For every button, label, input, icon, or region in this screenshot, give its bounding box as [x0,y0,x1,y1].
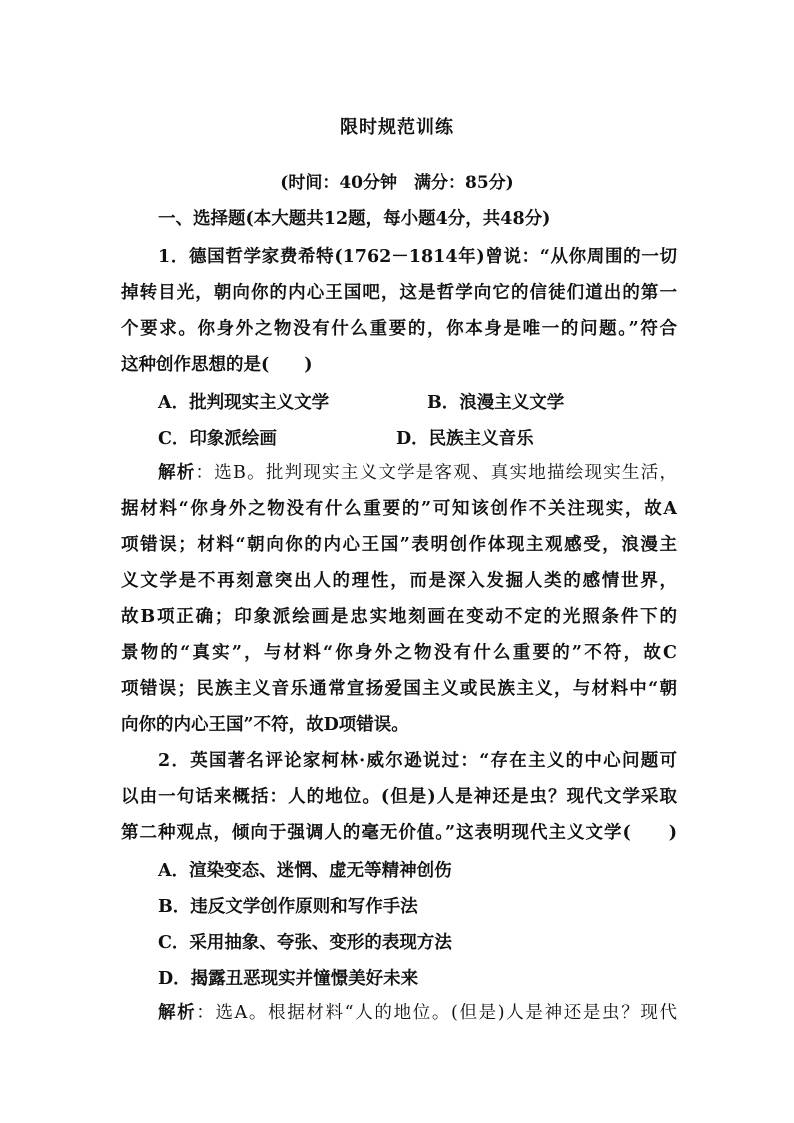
q1-analysis-label: 解析 [158,463,196,483]
q1-analysis-line-8: 向你的内心王国”不符，故D项错误。 [121,715,409,735]
q2-analysis-label: 解析 [158,1003,197,1023]
q2-option-c: C．采用抽象、夸张、变形的表现方法 [158,933,452,953]
q2-analysis-text-1: ：选A。根据材料“人的地位。(但是)人是神还是虫？现代 [196,1003,677,1023]
q1-stem-line-2: 掉转目光，朝向你的内心王国吧，这是哲学向它的信徒们道出的第一 [121,283,677,303]
exam-meta: (时间：40分钟 满分：85分) [280,173,514,193]
q1-analysis-line-7: 项错误；民族主义音乐通常宣扬爱国主义或民族主义，与材料中“朝 [121,679,677,699]
q1-stem-line-3: 个要求。你身外之物没有什么重要的，你本身是唯一的问题。”符合 [121,319,677,339]
q1-option-a: A．批判现实主义文学 [158,393,330,413]
q2-option-a: A．渲染变态、迷惘、虚无等精神创伤 [158,861,452,881]
q1-stem-line-1: 1．德国哲学家费希特(1762－1814年)曾说：“从你周围的一切 [158,247,677,267]
q1-analysis-line-3: 项错误；材料“朝向你的内心王国”表明创作体现主观感受，浪漫主 [121,535,677,555]
q1-option-d: D．民族主义音乐 [396,429,534,449]
section-note: (本大题共12题，每小题4分，共48分) [245,209,551,229]
q1-option-b: B．浪漫主义文学 [427,393,565,413]
q2-option-d: D．揭露丑恶现实并憧憬美好未来 [158,969,419,989]
q1-analysis-text-1: ：选B。批判现实主义文学是客观、真实地描绘现实生活， [195,463,678,483]
q2-option-b: B．违反文学创作原则和写作手法 [158,897,418,917]
q1-option-c: C．印象派绘画 [158,429,277,449]
q1-analysis-line-6: 景物的“真实”，与材料“你身外之物没有什么重要的”不符，故C [121,643,677,663]
q1-analysis-line-4: 义文学是不再刻意突出人的理性，而是深入发掘人类的感情世界， [121,571,677,591]
page-title: 限时规范训练 [340,117,454,138]
q2-stem-line-2: 以由一句话来概括：人的地位。(但是)人是神还是虫？现代文学采取 [121,787,677,807]
q2-analysis-line-1 [158,1001,677,1025]
q1-stem-line-4: 这种创作思想的是( ) [121,355,313,375]
q1-analysis-line-1 [158,461,677,485]
q2-stem-line-1: 2．英国著名评论家柯林·威尔逊说过：“存在主义的中心问题可 [158,751,677,771]
q2-stem-line-3: 第二种观点，倾向于强调人的毫无价值。”这表明现代主义文学( ) [121,823,677,843]
section-heading: 一、选择题 [158,209,246,229]
q1-analysis-line-2: 据材料“你身外之物没有什么重要的”可知该创作不关注现实，故A [121,499,677,519]
section-heading-line [158,207,714,231]
q1-analysis-line-5: 故B项正确；印象派绘画是忠实地刻画在变动不定的光照条件下的 [121,607,677,627]
